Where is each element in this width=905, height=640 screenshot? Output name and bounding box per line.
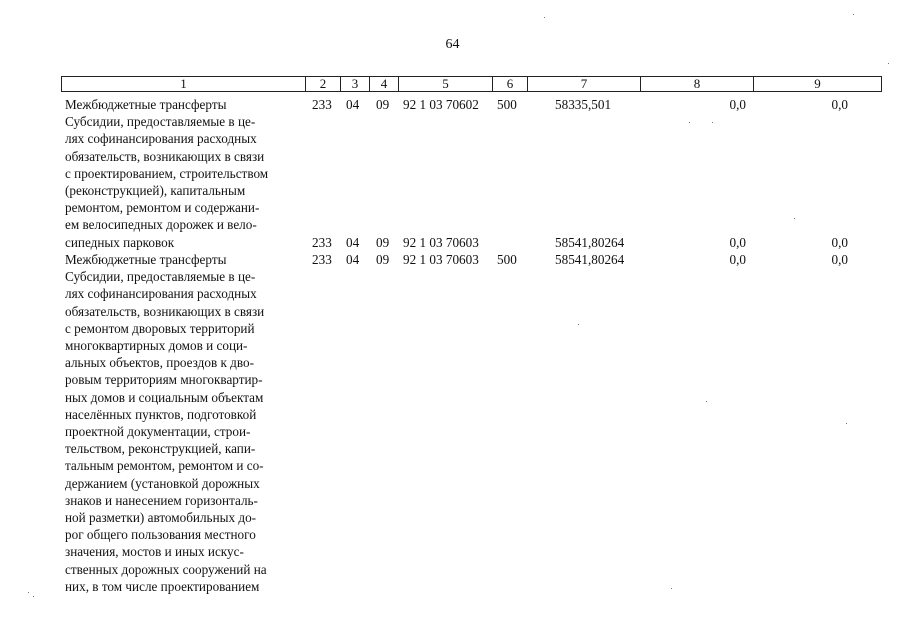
scan-speck	[853, 14, 854, 15]
scan-speck	[689, 122, 690, 123]
row3-col8: 0,0	[729, 252, 746, 267]
row2-col8: 0,0	[729, 235, 746, 250]
header-cell-7: 7	[527, 76, 641, 92]
block2-line: них, в том числе проектированием	[65, 578, 260, 594]
block2-line: проектной документации, строи-	[65, 424, 251, 440]
row1-col7: 58335,501	[555, 97, 612, 112]
block1-line: (реконструкцией), капитальным	[65, 183, 246, 199]
row1-col5: 92 1 03 70602	[403, 97, 479, 112]
block1-line: обязательств, возникающих в связи	[65, 148, 265, 164]
scan-speck	[888, 63, 889, 64]
row2-col2: 233	[312, 235, 332, 250]
block2-line: знаков и нанесением горизонталь-	[65, 492, 258, 508]
row1-col4: 09	[376, 97, 390, 112]
row3-col3: 04	[346, 252, 360, 267]
block2-line: тальным ремонтом, ремонтом и со-	[65, 458, 264, 474]
header-cell-8: 8	[640, 76, 754, 92]
block2-line: значения, мостов и иных искус-	[65, 544, 244, 560]
row1-col8: 0,0	[729, 97, 746, 112]
block2-line: ственных дорожных сооружений на	[65, 561, 267, 577]
header-cell-9: 9	[753, 76, 882, 92]
block2-line: ровым территориям многоквартир-	[65, 372, 263, 388]
header-cell-5: 5	[398, 76, 493, 92]
scan-speck	[33, 596, 34, 597]
block1-line: ем велосипедных дорожек и вело-	[65, 217, 257, 233]
row3-col7: 58541,80264	[555, 252, 625, 267]
header-cell-1: 1	[61, 76, 306, 92]
scan-speck	[28, 592, 29, 593]
block1-line: Межбюджетные трансферты	[65, 97, 227, 112]
block1-line: сипедных парковок	[65, 234, 175, 250]
row3-col6: 500	[497, 252, 517, 267]
row1-col3: 04	[346, 97, 360, 112]
row2-col9: 0,0	[831, 235, 848, 250]
block2-line: лях софинансирования расходных	[65, 286, 257, 302]
row2-col3: 04	[346, 235, 360, 250]
row2-col4: 09	[376, 235, 390, 250]
row3-col2: 233	[312, 252, 332, 267]
block2-line: рог общего пользования местного	[65, 527, 256, 543]
block1-description	[65, 96, 301, 251]
block2-line: с ремонтом дворовых территорий	[65, 320, 255, 336]
row2-col7: 58541,80264	[555, 235, 625, 250]
row1-col6: 500	[497, 97, 517, 112]
block2-line: ных домов и социальным объектам	[65, 389, 264, 405]
block1-line: с проектированием, строительством	[65, 165, 269, 181]
scan-speck	[712, 122, 713, 123]
header-cell-6: 6	[492, 76, 528, 92]
scan-speck	[794, 218, 795, 219]
block2-line: ной разметки) автомобильных до-	[65, 510, 257, 526]
header-cell-3: 3	[340, 76, 370, 92]
block1-line: Субсидии, предоставляемые в це-	[65, 114, 256, 130]
block2-line: держанием (установкой дорожных	[65, 475, 260, 491]
block1-line: ремонтом, ремонтом и содержани-	[65, 200, 260, 216]
block2-line: Субсидии, предоставляемые в це-	[65, 269, 256, 285]
block2-line: многоквартирных домов и соци-	[65, 338, 248, 354]
scan-speck	[544, 17, 545, 18]
row1-col9: 0,0	[831, 97, 848, 112]
scan-speck	[846, 423, 847, 424]
header-cell-4: 4	[369, 76, 399, 92]
scan-speck	[706, 401, 707, 402]
block2-line: альных объектов, проездов к дво-	[65, 355, 255, 371]
scan-speck	[578, 324, 579, 325]
row2-col5: 92 1 03 70603	[403, 235, 479, 250]
block2-description	[65, 251, 301, 595]
page-number: 64	[445, 37, 460, 52]
block2-line: населённых пунктов, подготовкой	[65, 406, 257, 422]
header-cell-2: 2	[305, 76, 341, 92]
scan-speck	[671, 588, 672, 589]
block2-line: Межбюджетные трансферты	[65, 252, 227, 267]
row1-col2: 233	[312, 97, 332, 112]
row3-col4: 09	[376, 252, 390, 267]
block2-line: тельством, реконструкцией, капи-	[65, 441, 256, 457]
row3-col5: 92 1 03 70603	[403, 252, 479, 267]
row3-col9: 0,0	[831, 252, 848, 267]
block1-line: лях софинансирования расходных	[65, 131, 257, 147]
block2-line: обязательств, возникающих в связи	[65, 303, 265, 319]
